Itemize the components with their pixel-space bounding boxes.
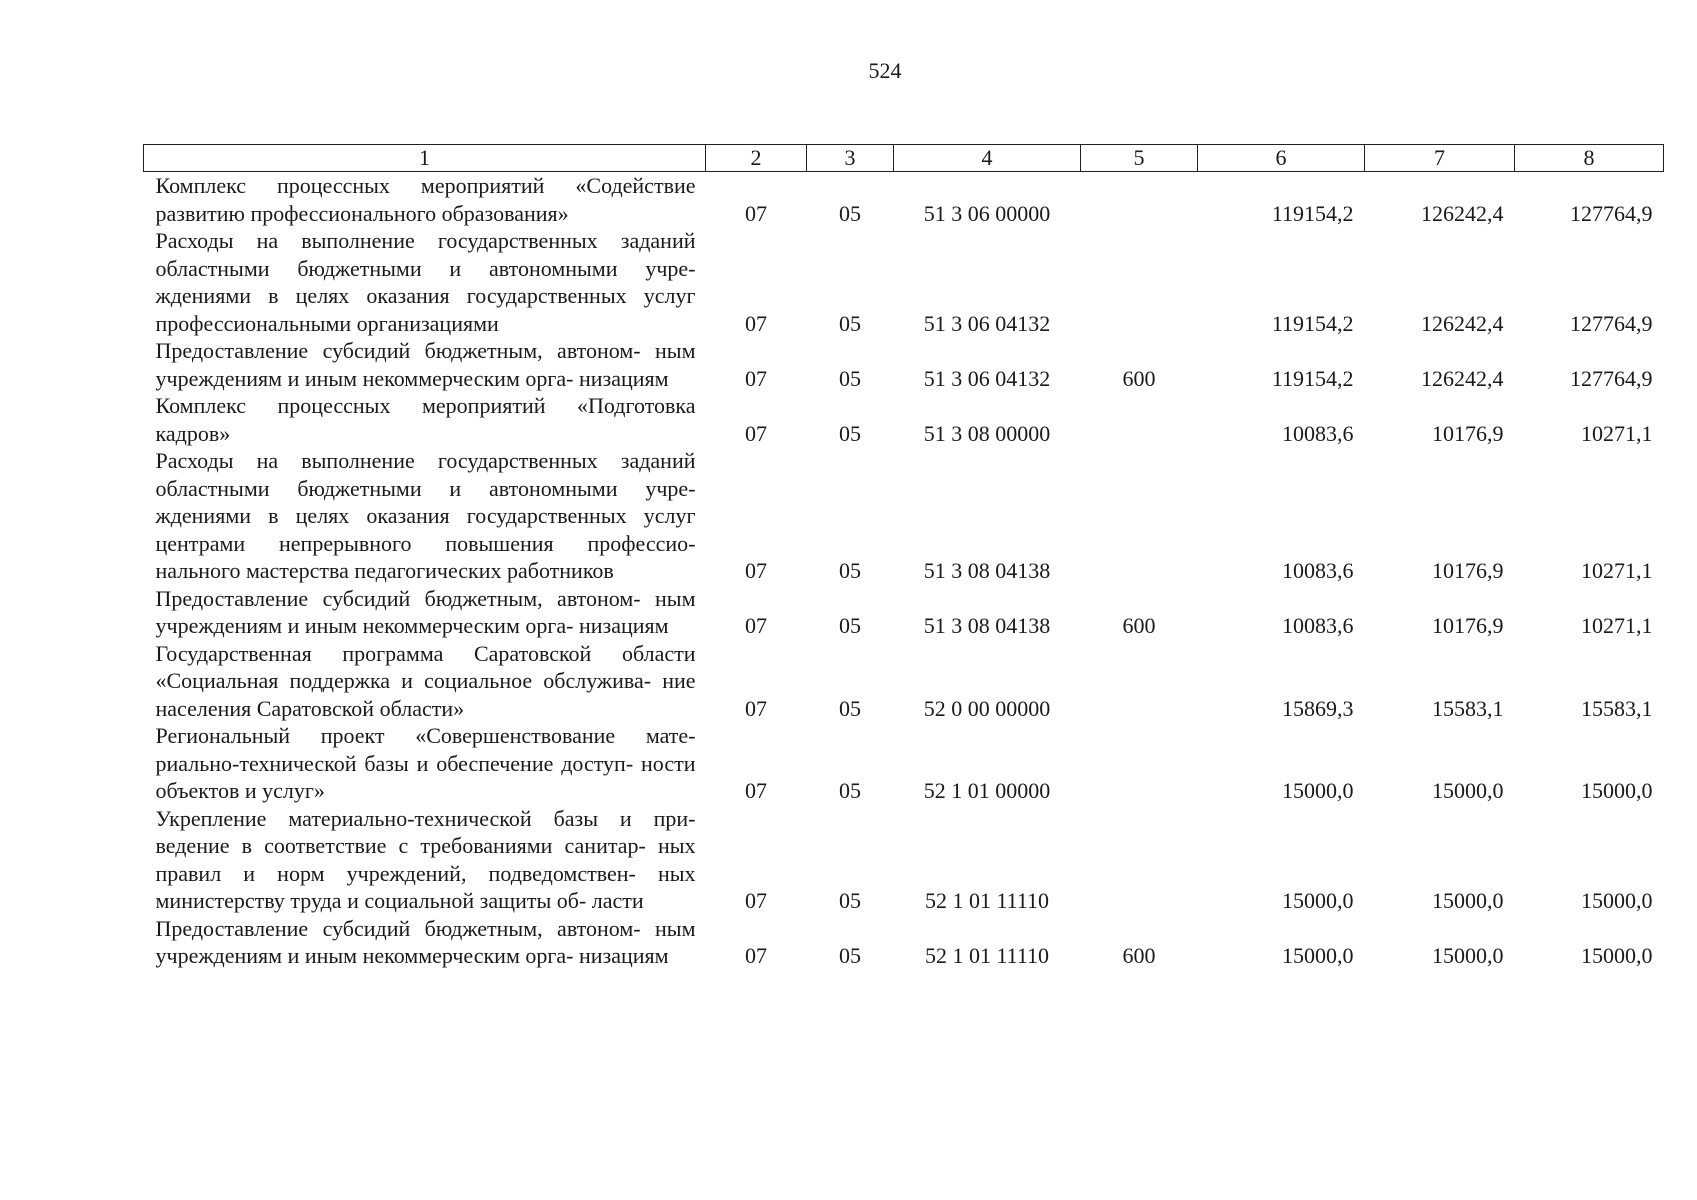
section-code-cell: 07 <box>745 778 767 803</box>
subsection-code-cell: 05 <box>839 200 861 226</box>
target-article-cell: 51 3 08 04138 <box>923 558 1051 583</box>
amount-year-2-cell: 10176,9 <box>1432 420 1504 446</box>
column-header: 8 <box>1515 145 1664 172</box>
description-line: низациям <box>579 943 669 968</box>
subsection-code-cell: 05 <box>839 420 861 446</box>
row-description <box>144 722 706 805</box>
row-description <box>144 805 706 915</box>
subsection-code-cell: 05 <box>839 558 861 583</box>
description-line: «Социальная поддержка и социальное обслужива- <box>155 668 652 693</box>
expense-type-cell <box>1081 722 1198 805</box>
description-line: Государственная программа Саратовской области <box>155 640 696 666</box>
row-description <box>144 640 706 723</box>
subsection-code-cell: 05 <box>839 695 861 721</box>
expense-type-cell: 600 <box>1122 613 1156 638</box>
amount-year-2-cell: 15000,0 <box>1432 943 1504 968</box>
description-line: ным учреждениям и иным некоммерческим орга- <box>155 585 696 638</box>
table-row <box>144 172 1664 228</box>
target-article-cell: 51 3 08 04138 <box>923 613 1051 638</box>
description-line: развитию профессионального образования» <box>155 200 569 226</box>
amount-year-3-cell: 127764,9 <box>1570 200 1653 226</box>
row-description <box>144 392 706 447</box>
section-code-cell: 07 <box>745 310 767 336</box>
amount-year-2-cell: 15000,0 <box>1432 778 1504 803</box>
description-line: Предоставление субсидий бюджетным, автоном- <box>155 915 641 941</box>
column-header: 3 <box>807 145 894 172</box>
amount-year-1-cell: 15869,3 <box>1282 695 1354 721</box>
table-row <box>144 337 1664 392</box>
row-description <box>144 172 706 228</box>
table-row <box>144 805 1664 915</box>
subsection-code-cell: 05 <box>839 310 861 336</box>
description-line: областными бюджетными и автономными учре- <box>155 255 696 281</box>
description-line: Расходы на выполнение государственных заданий <box>155 448 696 473</box>
expense-type-cell <box>1081 172 1198 228</box>
target-article-cell: 51 3 06 04132 <box>923 365 1051 391</box>
expense-type-cell <box>1081 640 1198 723</box>
table-row <box>144 447 1664 585</box>
target-article-cell: 51 3 08 00000 <box>923 420 1051 446</box>
description-line: риально-технической базы и обеспечение доступ- <box>155 750 634 776</box>
description-line: Укрепление материально-технической базы и при- <box>155 805 696 831</box>
column-header: 6 <box>1198 145 1365 172</box>
amount-year-3-cell: 15000,0 <box>1581 778 1653 803</box>
section-code-cell: 07 <box>745 888 767 913</box>
target-article-cell: 52 1 01 11110 <box>924 943 1050 968</box>
description-line: ности объектов и услуг» <box>155 750 696 803</box>
amount-year-3-cell: 127764,9 <box>1570 365 1653 391</box>
amount-year-1-cell: 10083,6 <box>1282 558 1354 583</box>
amount-year-3-cell: 15000,0 <box>1581 943 1653 968</box>
description-line: ждениями в целях оказания государственных услуг <box>155 283 696 308</box>
amount-year-3-cell: 15000,0 <box>1581 888 1653 913</box>
subsection-code-cell: 05 <box>839 943 861 968</box>
section-code-cell: 07 <box>745 420 767 446</box>
row-description <box>144 337 706 392</box>
subsection-code-cell: 05 <box>839 778 861 803</box>
table-body <box>144 172 1664 970</box>
row-description <box>144 585 706 640</box>
amount-year-1-cell: 10083,6 <box>1282 613 1354 638</box>
section-code-cell: 07 <box>745 695 767 721</box>
target-article-cell: 52 1 01 00000 <box>923 778 1051 803</box>
table-header-row <box>144 145 1664 172</box>
amount-year-1-cell: 10083,6 <box>1282 420 1354 446</box>
target-article-cell: 52 1 01 11110 <box>924 888 1050 913</box>
description-line: ным учреждениям и иным некоммерческим орга- <box>155 338 696 391</box>
expense-type-cell <box>1081 392 1198 447</box>
target-article-cell: 51 3 06 04132 <box>923 310 1051 336</box>
subsection-code-cell: 05 <box>839 613 861 638</box>
description-line: ние населения Саратовской области» <box>155 668 696 721</box>
amount-year-1-cell: 15000,0 <box>1282 888 1354 913</box>
table-row <box>144 722 1664 805</box>
column-header: 2 <box>706 145 807 172</box>
row-description <box>144 227 706 337</box>
description-line: ждениями в целях оказания государственных услуг <box>155 503 696 528</box>
amount-year-2-cell: 15000,0 <box>1432 888 1504 913</box>
row-description <box>144 915 706 970</box>
target-article-cell: 51 3 06 00000 <box>923 200 1051 226</box>
section-code-cell: 07 <box>745 943 767 968</box>
section-code-cell: 07 <box>745 613 767 638</box>
description-line: ласти <box>591 888 644 913</box>
table-row <box>144 585 1664 640</box>
amount-year-1-cell: 15000,0 <box>1282 778 1354 803</box>
amount-year-2-cell: 10176,9 <box>1432 558 1504 583</box>
amount-year-1-cell: 15000,0 <box>1282 943 1354 968</box>
column-header: 5 <box>1081 145 1198 172</box>
column-header: 7 <box>1365 145 1515 172</box>
expense-type-cell <box>1081 227 1198 337</box>
column-header: 1 <box>144 145 706 172</box>
description-line: ведение в соответствие с требованиями санитар- <box>155 833 646 858</box>
amount-year-3-cell: 10271,1 <box>1581 613 1653 638</box>
section-code-cell: 07 <box>745 365 767 391</box>
amount-year-2-cell: 10176,9 <box>1432 613 1504 638</box>
amount-year-1-cell: 119154,2 <box>1271 310 1354 336</box>
description-line: Региональный проект «Совершенствование мате- <box>155 723 696 748</box>
description-line: ных министерству труда и социальной защиты об- <box>155 860 696 913</box>
target-article-cell: 52 0 00 00000 <box>923 695 1051 721</box>
amount-year-2-cell: 126242,4 <box>1421 365 1504 391</box>
budget-table <box>143 144 1664 970</box>
amount-year-2-cell: 15583,1 <box>1432 695 1504 721</box>
table-row <box>144 227 1664 337</box>
description-line: кадров» <box>155 420 231 446</box>
section-code-cell: 07 <box>745 200 767 226</box>
description-line: низациям <box>579 365 669 391</box>
description-line: ных правил и норм учреждений, подведомствен- <box>155 833 696 886</box>
description-line: областными бюджетными и автономными учре- <box>155 475 696 501</box>
row-description <box>144 447 706 585</box>
table-row <box>144 640 1664 723</box>
amount-year-1-cell: 119154,2 <box>1271 200 1354 226</box>
subsection-code-cell: 05 <box>839 888 861 913</box>
amount-year-2-cell: 126242,4 <box>1421 310 1504 336</box>
table-row <box>144 392 1664 447</box>
description-line: ным учреждениям и иным некоммерческим орга- <box>155 915 696 968</box>
subsection-code-cell: 05 <box>839 365 861 391</box>
description-line: Предоставление субсидий бюджетным, автоном- <box>155 585 641 611</box>
description-line: нального мастерства педагогических работников <box>155 558 614 583</box>
description-line: центрами непрерывного повышения профессио- <box>155 530 696 556</box>
section-code-cell: 07 <box>745 558 767 583</box>
description-line: Комплекс процессных мероприятий «Содействие <box>155 173 696 198</box>
description-line: низациям <box>579 613 669 638</box>
amount-year-3-cell: 10271,1 <box>1581 420 1653 446</box>
page-number: 524 <box>868 58 902 83</box>
expense-type-cell: 600 <box>1122 365 1156 391</box>
description-line: Предоставление субсидий бюджетным, автоном- <box>155 338 641 363</box>
amount-year-3-cell: 127764,9 <box>1570 310 1653 336</box>
amount-year-3-cell: 10271,1 <box>1581 558 1653 583</box>
expense-type-cell: 600 <box>1122 943 1156 968</box>
column-header: 4 <box>894 145 1081 172</box>
table-row <box>144 915 1664 970</box>
amount-year-2-cell: 126242,4 <box>1421 200 1504 226</box>
description-line: профессиональными организациями <box>155 310 499 336</box>
description-line: Расходы на выполнение государственных заданий <box>155 228 696 253</box>
amount-year-3-cell: 15583,1 <box>1581 695 1653 721</box>
expense-type-cell <box>1081 805 1198 915</box>
expense-type-cell <box>1081 447 1198 585</box>
amount-year-1-cell: 119154,2 <box>1271 365 1354 391</box>
description-line: Комплекс процессных мероприятий «Подготовка <box>155 393 696 418</box>
